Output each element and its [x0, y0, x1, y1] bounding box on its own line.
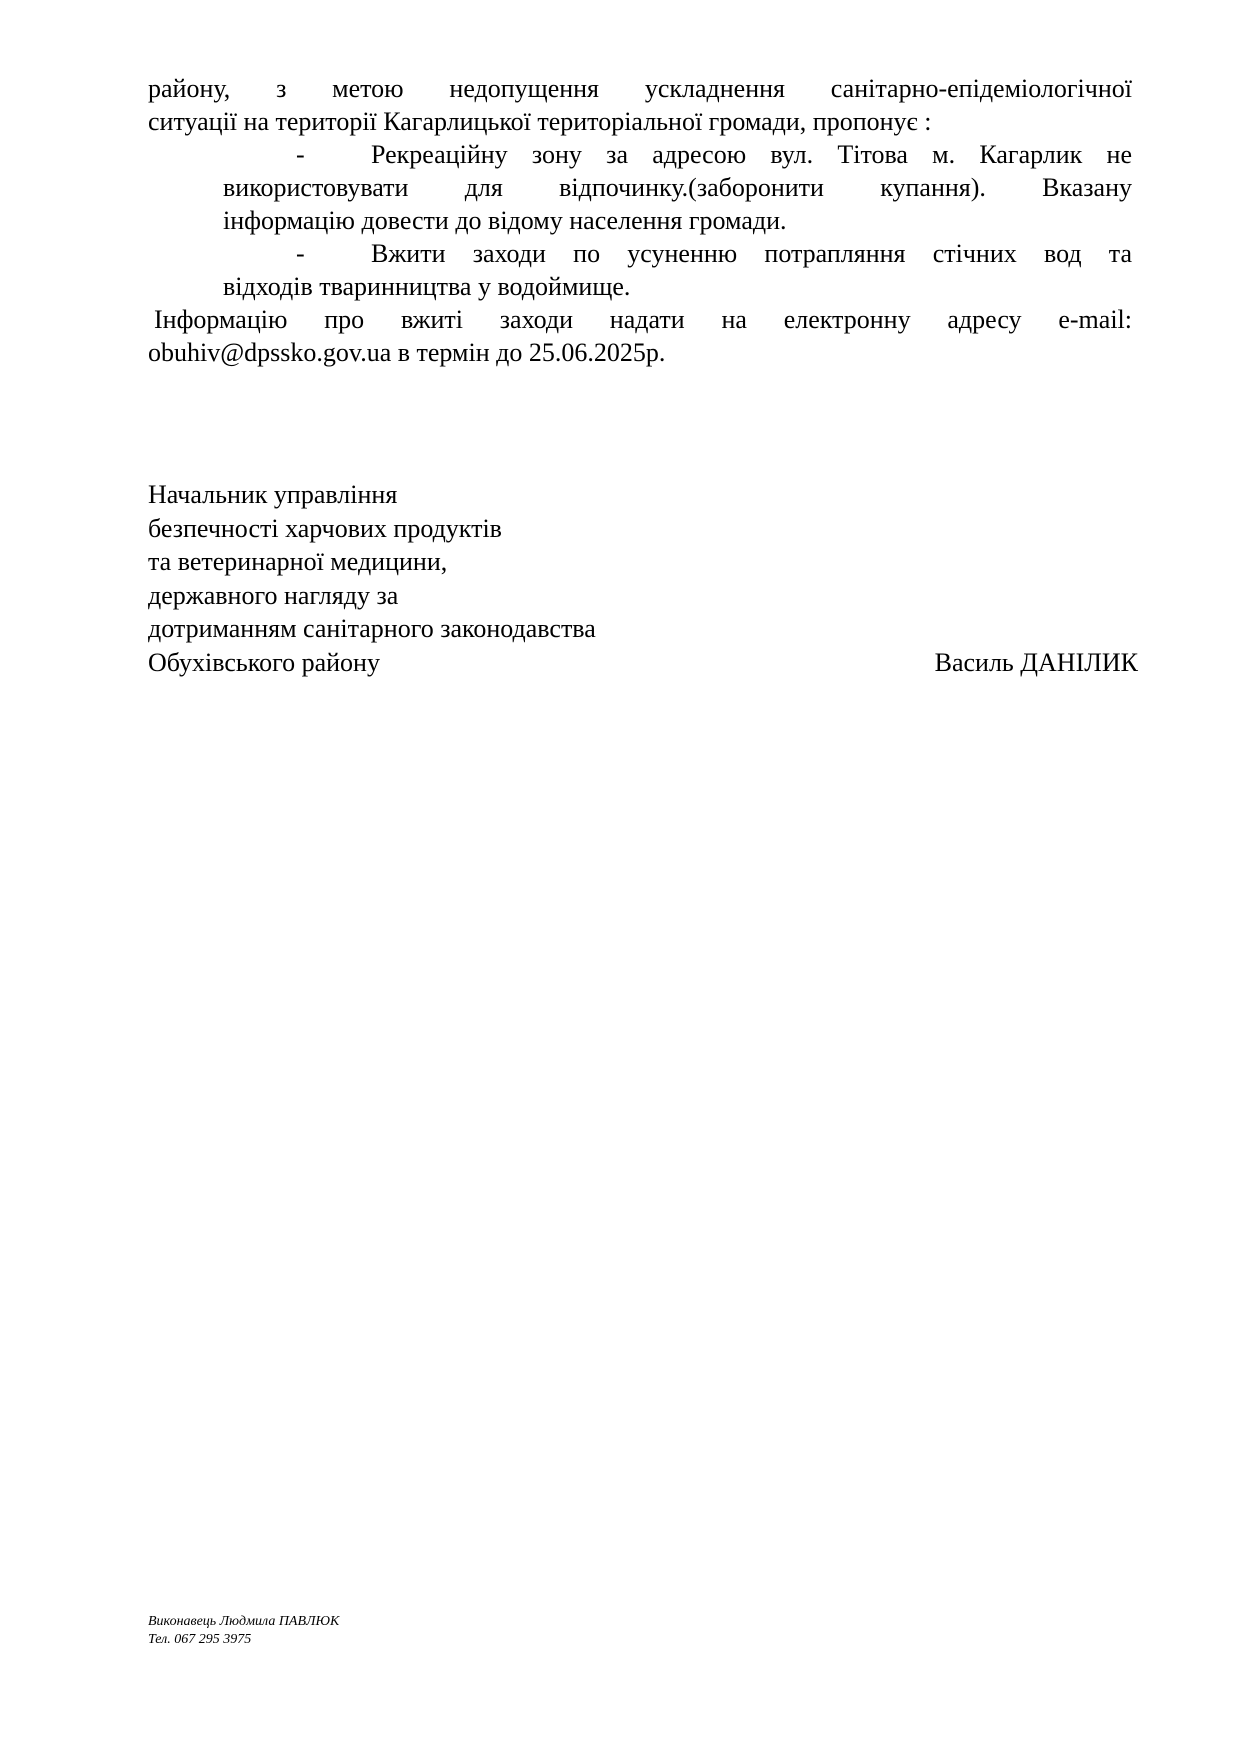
signatory-title-line: державного нагляду за [148, 580, 399, 610]
signatory-title-line: безпечності харчових продуктів [148, 513, 502, 543]
intro-line-1: району, з метою недопущення ускладнення санітарно-епідеміологічної [148, 74, 1132, 103]
signatory-title-line: дотриманням санітарного законодавства [148, 614, 596, 643]
letter-body [148, 72, 1132, 369]
intro-paragraph [148, 72, 1132, 138]
executor-footer [148, 1613, 339, 1649]
info-line-1: Інформацію про вжиті заходи надати на електронну адресу e-mail: [154, 305, 1132, 334]
executor-phone: Тел. 067 295 3975 [148, 1632, 252, 1647]
dash-marker: - [296, 140, 305, 169]
signature-block [148, 478, 1138, 679]
list-item-line: інформацію довести до відому населення громади. [223, 206, 787, 235]
signatory-title-line: та ветеринарної медицини, [148, 547, 448, 576]
signatory-title-line: Начальник управління [148, 480, 398, 509]
intro-line-2: ситуації на території Кагарлицької територіальної громади, пропонує : [148, 107, 932, 136]
signer-name: Василь ДАНІЛИК [934, 647, 1138, 677]
dash-marker: - [296, 239, 305, 268]
signatory-title-line: Обухівського району [148, 647, 380, 677]
info-paragraph [148, 303, 1132, 369]
list-item [223, 138, 1132, 237]
info-line-2: obuhiv@dpssko.gov.ua в термін до 25.06.2025р. [148, 338, 666, 367]
list-item [223, 237, 1132, 303]
executor-name: Виконавець Людмила ПАВЛЮК [148, 1614, 340, 1629]
list-item-first-line: Вжити заходи по усуненню потрапляння стічних вод та [371, 239, 1132, 268]
list-item-line: відходів тваринництва у водоймище. [223, 272, 631, 301]
list-item-first-line: Рекреаційну зону за адресою вул. Тітова м. Кагарлик не [371, 140, 1132, 169]
list-item-line: використовувати для відпочинку.(заборонити купання). Вказану [223, 173, 1132, 202]
